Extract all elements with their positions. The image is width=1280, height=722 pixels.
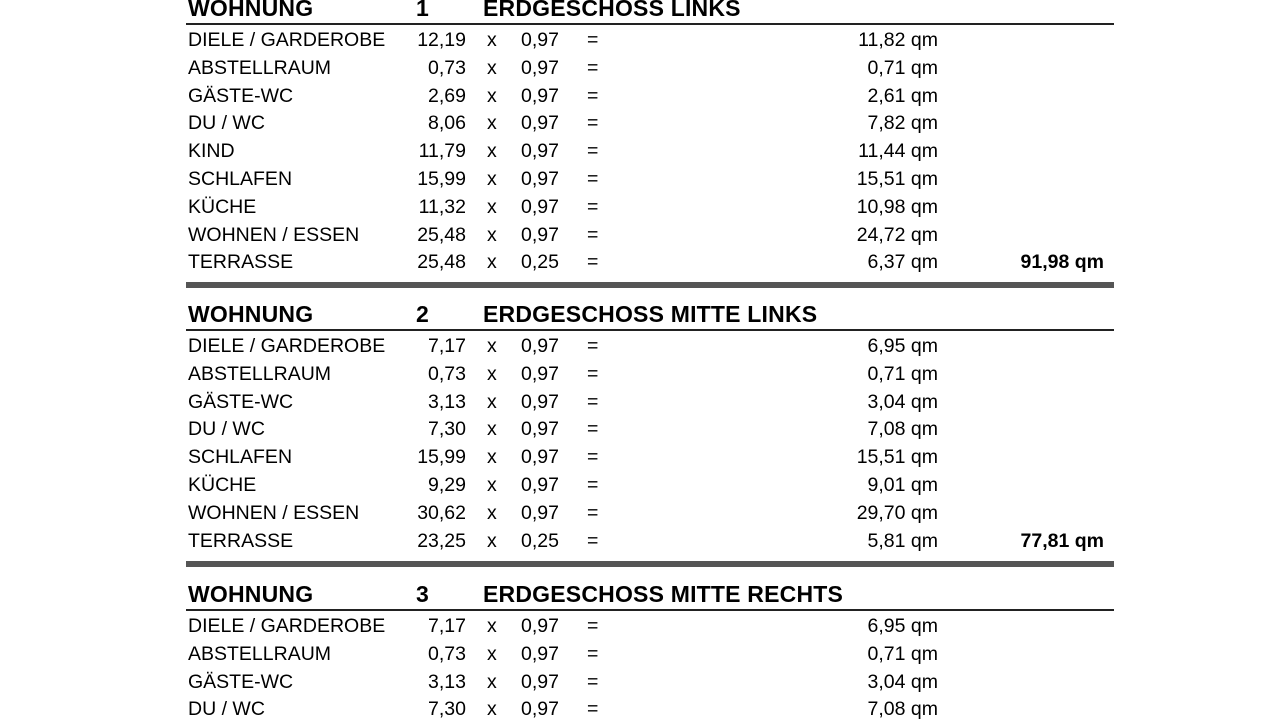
table-row [0,53,1280,81]
room-name: ABSTELLRAUM [188,56,332,79]
area-factor: 0,97 [521,670,559,693]
equals-sign: = [587,140,599,163]
room-result: 0,71 qm [867,362,938,385]
table-row [0,359,1280,387]
room-name: KÜCHE [188,195,257,218]
area-factor: 0,97 [521,390,559,413]
multiply-sign: x [487,501,497,524]
area-factor: 0,97 [521,56,559,79]
multiply-sign: x [487,446,497,469]
multiply-sign: x [487,84,497,107]
table-row [0,442,1280,470]
area-factor: 0,97 [521,698,559,721]
area-factor: 0,97 [521,335,559,357]
multiply-sign: x [487,670,497,693]
room-name: GÄSTE-WC [188,670,294,693]
area-factor: 0,97 [521,167,559,190]
room-area: 3,13 [428,390,466,413]
apartment-section-1 [0,0,1280,275]
apartment-section-3 [0,581,1280,722]
section-title: ERDGESCHOSS LINKS [483,0,741,21]
area-factor: 0,97 [521,501,559,524]
room-area: 25,48 [417,223,466,246]
section-label: WOHNUNG [188,301,314,327]
multiply-sign: x [487,362,497,385]
room-result: 0,71 qm [867,56,938,79]
room-name: TERRASSE [188,251,294,274]
room-name: GÄSTE-WC [188,390,294,413]
room-list [0,611,1280,722]
table-row [0,611,1280,639]
room-result: 2,61 qm [867,84,938,107]
area-factor: 0,97 [521,223,559,246]
area-factor: 0,97 [521,112,559,135]
area-factor: 0,97 [521,615,559,637]
room-result: 15,51 qm [856,446,938,469]
multiply-sign: x [487,698,497,721]
area-factor: 0,97 [521,140,559,163]
room-result: 3,04 qm [867,390,938,413]
equals-sign: = [587,195,599,218]
section-label: WOHNUNG [188,581,314,607]
multiply-sign: x [487,335,497,357]
equals-sign: = [587,446,599,469]
room-result: 24,72 qm [856,223,938,246]
area-factor: 0,97 [521,473,559,496]
room-area: 8,06 [428,112,466,135]
room-result: 7,08 qm [867,698,938,721]
multiply-sign: x [487,418,497,441]
table-row [0,694,1280,722]
room-area: 7,30 [428,698,466,721]
section-header [186,581,1114,611]
room-area: 0,73 [428,362,466,385]
table-row [0,331,1280,359]
table-row [0,136,1280,164]
equals-sign: = [587,56,599,79]
area-factor: 0,97 [521,418,559,441]
room-area: 7,17 [428,615,466,637]
multiply-sign: x [487,223,497,246]
room-name: ABSTELLRAUM [188,642,332,665]
room-area: 9,29 [428,473,466,496]
room-result: 0,71 qm [867,642,938,665]
equals-sign: = [587,642,599,665]
table-row [0,25,1280,53]
equals-sign: = [587,698,599,721]
multiply-sign: x [487,615,497,637]
equals-sign: = [587,167,599,190]
equals-sign: = [587,112,599,135]
multiply-sign: x [487,56,497,79]
room-area: 0,73 [428,56,466,79]
area-factor: 0,97 [521,84,559,107]
room-area: 11,79 [418,140,466,163]
table-row [0,387,1280,415]
room-name: DU / WC [188,112,265,135]
room-name: DU / WC [188,698,265,721]
table-row [0,414,1280,442]
multiply-sign: x [487,529,497,552]
equals-sign: = [587,615,599,637]
room-name: SCHLAFEN [188,446,293,469]
equals-sign: = [587,473,599,496]
section-divider [186,561,1114,567]
room-result: 5,81 qm [867,529,938,552]
area-factor: 0,97 [521,446,559,469]
room-result: 6,37 qm [867,251,938,274]
equals-sign: = [587,670,599,693]
room-area: 15,99 [417,167,466,190]
room-list [0,25,1280,275]
section-title: ERDGESCHOSS MITTE RECHTS [483,581,844,607]
table-row [0,220,1280,248]
multiply-sign: x [487,473,497,496]
room-result: 7,08 qm [867,418,938,441]
section-header [186,301,1114,331]
multiply-sign: x [487,29,497,51]
equals-sign: = [587,335,599,357]
table-row [0,192,1280,220]
room-result: 6,95 qm [867,615,938,637]
room-area: 3,13 [428,670,466,693]
equals-sign: = [587,390,599,413]
table-row [0,639,1280,667]
room-name: WOHNEN / ESSEN [188,501,360,524]
multiply-sign: x [487,251,497,274]
room-area: 23,25 [417,529,466,552]
multiply-sign: x [487,642,497,665]
table-row [0,667,1280,695]
table-row [0,498,1280,526]
room-result: 29,70 qm [856,501,938,524]
room-result: 11,44 qm [858,140,938,163]
room-name: SCHLAFEN [188,167,293,190]
room-area: 2,69 [428,84,466,107]
section-divider [186,282,1114,288]
room-name: DIELE / GARDEROBE [188,615,386,637]
room-name: WOHNEN / ESSEN [188,223,360,246]
room-result: 9,01 qm [867,473,938,496]
section-number: 2 [416,301,429,327]
area-factor: 0,25 [521,529,559,552]
room-area: 25,48 [417,251,466,274]
table-row [0,164,1280,192]
room-area: 7,17 [428,335,466,357]
multiply-sign: x [487,390,497,413]
area-factor: 0,25 [521,251,559,274]
section-label: WOHNUNG [188,0,314,21]
room-area: 15,99 [417,446,466,469]
room-name: DU / WC [188,418,265,441]
room-area: 7,30 [428,418,466,441]
table-row [0,470,1280,498]
room-area: 11,32 [418,195,466,218]
room-name: KIND [188,140,235,163]
section-header [186,0,1114,25]
equals-sign: = [587,251,599,274]
table-row [0,108,1280,136]
equals-sign: = [587,29,599,51]
apartment-section-2 [0,301,1280,553]
table-row [0,81,1280,109]
table-row [0,247,1280,275]
room-name: GÄSTE-WC [188,84,294,107]
multiply-sign: x [487,195,497,218]
area-factor: 0,97 [521,642,559,665]
room-area: 30,62 [417,501,466,524]
equals-sign: = [587,362,599,385]
section-number: 3 [416,581,429,607]
equals-sign: = [587,418,599,441]
area-factor: 0,97 [521,195,559,218]
room-area: 12,19 [417,29,466,51]
room-result: 10,98 qm [856,195,938,218]
room-name: ABSTELLRAUM [188,362,332,385]
equals-sign: = [587,529,599,552]
room-area: 0,73 [428,642,466,665]
room-result: 6,95 qm [867,335,938,357]
area-factor: 0,97 [521,362,559,385]
room-name: DIELE / GARDEROBE [188,29,386,51]
multiply-sign: x [487,140,497,163]
equals-sign: = [587,501,599,524]
section-total: 77,81 qm [1020,529,1104,552]
section-total: 91,98 qm [1020,251,1104,274]
section-number: 1 [416,0,429,21]
section-title: ERDGESCHOSS MITTE LINKS [483,301,818,327]
multiply-sign: x [487,112,497,135]
room-name: KÜCHE [188,473,257,496]
equals-sign: = [587,84,599,107]
equals-sign: = [587,223,599,246]
room-result: 11,82 qm [858,29,938,51]
table-row [0,526,1280,554]
room-name: DIELE / GARDEROBE [188,335,386,357]
room-result: 15,51 qm [856,167,938,190]
room-list [0,331,1280,553]
room-result: 3,04 qm [867,670,938,693]
multiply-sign: x [487,167,497,190]
room-name: TERRASSE [188,529,294,552]
area-factor: 0,97 [521,29,559,51]
room-result: 7,82 qm [867,112,938,135]
